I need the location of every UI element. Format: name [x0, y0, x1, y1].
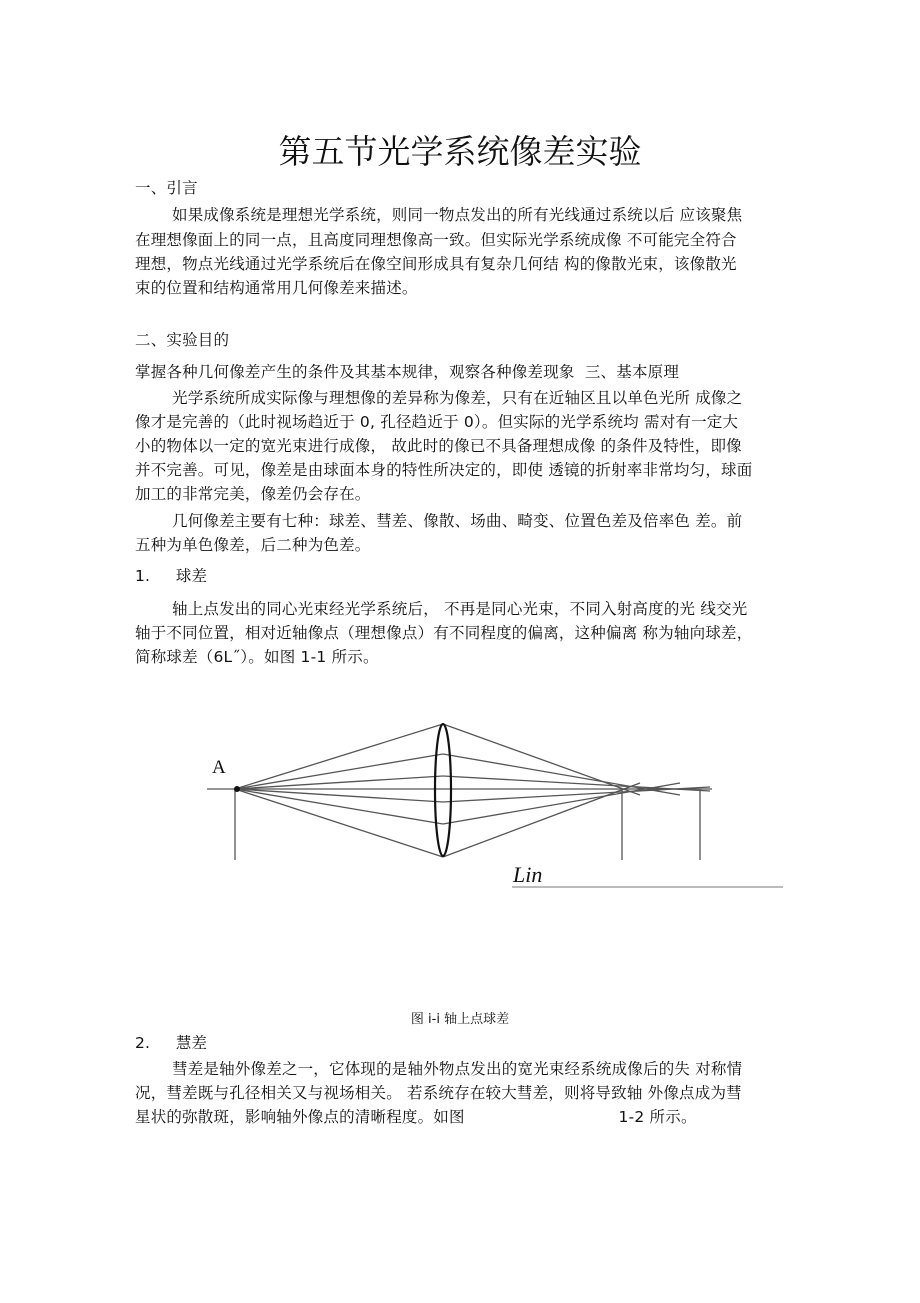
ray	[235, 724, 443, 789]
point-label: A	[212, 757, 226, 778]
length-label: Lin	[513, 862, 543, 887]
section-heading-intro: 一、引言	[135, 179, 198, 197]
ray	[235, 789, 443, 824]
paragraph-line: 况，彗差既与孔径相关又与视场相关。 若系统存在较大彗差，则将导致轴 外像点成为彗	[135, 1084, 742, 1102]
paragraph-line: 束的位置和结构通常用几何像差来描述。	[135, 279, 418, 297]
ray	[235, 776, 443, 789]
object-point	[234, 786, 240, 792]
ray	[235, 789, 443, 802]
figure-caption: 图 i-i 轴上点球差	[410, 1012, 510, 1027]
section-heading-purpose: 二、实验目的	[135, 331, 230, 349]
paragraph-line: 几何像差主要有七种：球差、彗差、像散、场曲、畸变、位置色差及倍率色 差。前	[172, 512, 743, 530]
paragraph-line: 如果成像系统是理想光学系统，则同一物点发出的所有光线通过系统以后 应该聚焦	[172, 206, 743, 224]
paragraph-line: 轴于不同位置，相对近轴像点（理想像点）有不同程度的偏离，这种偏离 称为轴向球差，	[135, 624, 753, 642]
section-heading-coma: 2. 慧差	[135, 1034, 208, 1052]
paragraph-line: 加工的非常完美，像差仍会存在。	[135, 485, 371, 503]
page-title: 第五节光学系统像差实验	[278, 132, 642, 171]
paragraph-line: 理想，物点光线通过光学系统后在像空间形成具有复杂几何结 构的像散光束，该像散光	[135, 255, 737, 273]
paragraph-line: 光学系统所成实际像与理想像的差异称为像差，只有在近轴区且以单色光所 成像之	[172, 389, 743, 407]
paragraph-line: 在理想像面上的同一点，且高度同理想像高一致。但实际光学系统成像 不可能完全符合	[135, 231, 737, 249]
ray	[235, 789, 443, 857]
paragraph-line: 五种为单色像差，后二种为色差。	[135, 536, 371, 554]
paragraph-line: 简称球差（6L˝）。如图 1-1 所示。	[135, 648, 379, 666]
paragraph-line: 轴上点发出的同心光束经光学系统后， 不再是同心光束，不同入射高度的光 线交光	[172, 600, 748, 618]
paragraph-line: 像才是完善的（此时视场趋近于 0, 孔径趋近于 0）。但实际的光学系统均 需对有一定大	[135, 413, 739, 431]
ray	[443, 783, 640, 857]
paragraph-line: 并不完善。可见，像差是由球面本身的特性所决定的，即使 透镜的折射率非常均匀，球面	[135, 461, 753, 479]
paragraph-line: 彗差是轴外像差之一，它体现的是轴外物点发出的宽光束经系统成像后的失 对称情	[172, 1060, 743, 1078]
paragraph-line: 星状的弥散斑，影响轴外像点的清晰程度。如图 1-2 所示。	[135, 1108, 697, 1126]
ray	[235, 754, 443, 789]
paragraph-line: 小的物体以一定的宽光束进行成像， 故此时的像已不具备理想成像 的条件及特性，即像	[135, 437, 742, 455]
lens	[435, 724, 451, 856]
section-heading-spherical: 1. 球差	[135, 567, 208, 585]
paragraph-line: 掌握各种几何像差产生的条件及其基本规律，观察各种像差现象 三、基本原理	[135, 363, 680, 381]
